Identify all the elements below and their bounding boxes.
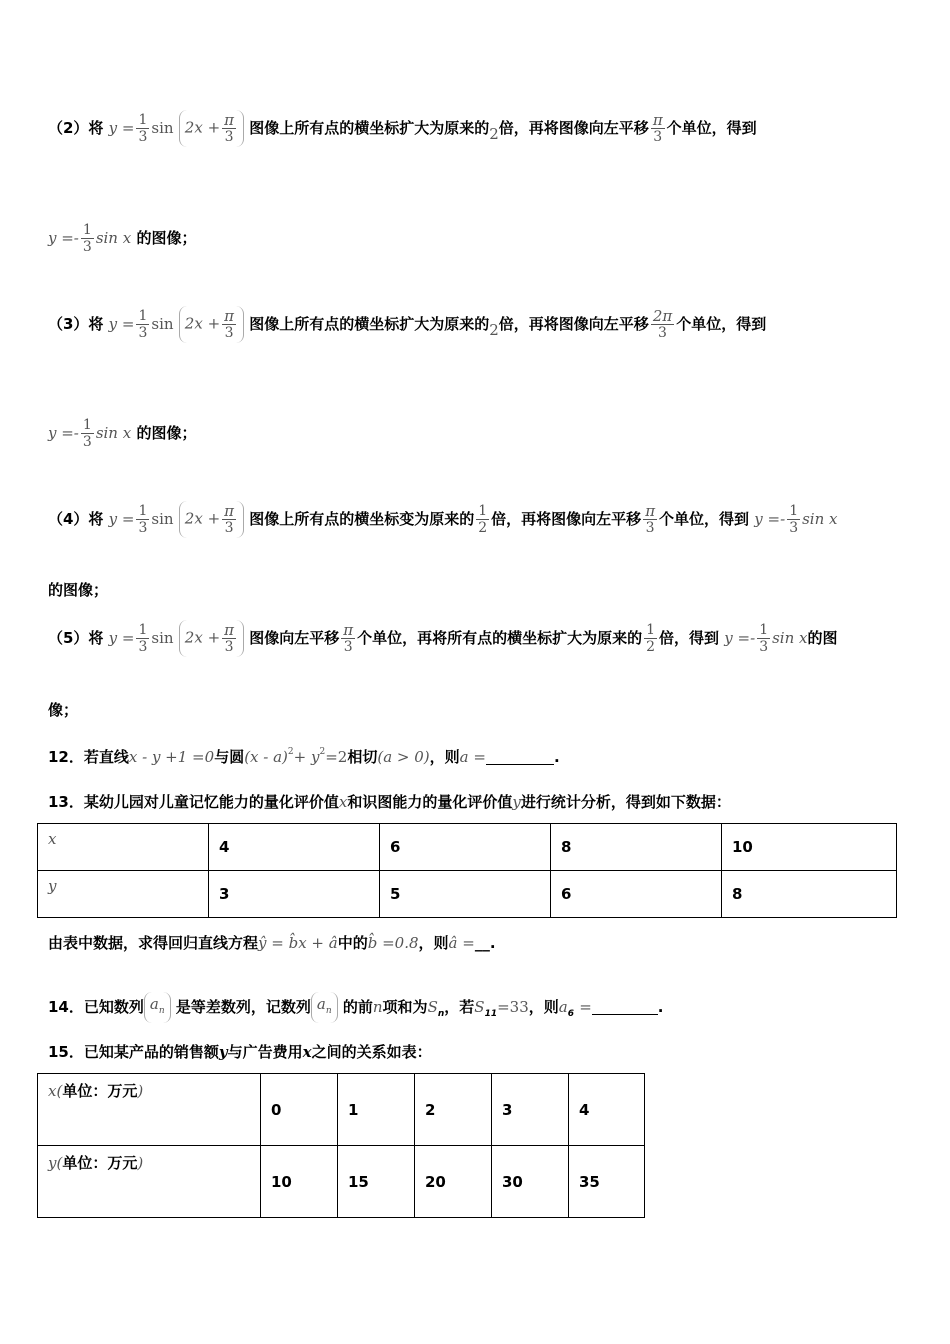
item-3-label: （3）将 xyxy=(48,315,104,333)
item-3-result: y =- $\frac{1}{3}$ sin x 的图像； xyxy=(48,417,197,450)
question-13: 13．某幼儿园对儿童记忆能力的量化评价值x和识图能力的量化评价值y进行统计分析，得到如下数据： xyxy=(48,793,731,811)
formula-y-eq: y = xyxy=(108,119,135,137)
item-2-text-a: 图像上所有点的横坐标扩大为原来的 xyxy=(249,119,490,137)
table-cell: 4 xyxy=(209,824,380,871)
q13-table xyxy=(37,823,897,918)
half-fraction: $\frac{1}{2}$ xyxy=(478,503,488,536)
table-cell: 5 xyxy=(380,871,551,918)
item-2-line xyxy=(48,110,757,147)
one-third-fraction: $\frac{1}{3}$ xyxy=(138,112,148,145)
table-cell: x(单位：万元) xyxy=(38,1074,261,1146)
table-cell: 4 xyxy=(569,1074,645,1146)
table-row xyxy=(38,871,897,918)
item-2-text-b: 倍，再将图像向左平移 xyxy=(498,119,649,137)
table-cell: 10 xyxy=(722,824,897,871)
item-4-text-c: 个单位，得到 xyxy=(659,510,750,528)
shift-fraction: $\frac{2\pi}{3}$ xyxy=(652,307,673,341)
item-3-text-b: 倍，再将图像向左平移 xyxy=(498,315,649,333)
item-3-num: 2 xyxy=(489,321,499,339)
table-cell: y(单位：万元) xyxy=(38,1146,261,1218)
item-3-line: （3）将 y = $\frac{1}{3}$ sin 2x + $\frac{\pi}{3}$ 图像上所有点的横坐标扩大为原来的2倍，再将图像向左平移 $\frac{2\pi}{3}$ 个单位，得到 xyxy=(48,307,767,341)
question-13-followup: 由表中数据，求得回归直线方程ŷ = b̂x + â中的b̂ =0.8，则â =__. xyxy=(48,934,496,952)
item-5-line: （5）将 y = $\frac{1}{3}$ sin 2x + $\frac{\pi}{3}$ 图像向左平移 $\frac{\pi}{3}$ 个单位，再将所有点的横坐标扩大为原来的 $\frac{1}{2}$ 倍，得到 y =- $\frac{1}{3}$ sin x的图 xyxy=(48,621,838,655)
item-2-num: 2 xyxy=(489,125,499,143)
item-5-text-a: 图像向左平移 xyxy=(249,629,340,647)
half-fraction: $\frac{1}{2}$ xyxy=(646,622,656,655)
item-5-text-d: 的图 xyxy=(807,629,838,647)
answer-blank[interactable] xyxy=(592,1014,658,1015)
question-15: 15．已知某产品的销售额y与广告费用x之间的关系如表： xyxy=(48,1043,432,1061)
neg-formula: y =- xyxy=(48,229,79,247)
item-4-text-b: 倍，再将图像向左平移 xyxy=(491,510,642,528)
table-cell: 6 xyxy=(551,871,722,918)
table-cell: 30 xyxy=(492,1146,569,1218)
sin-argument: 2x + $\frac{\pi}{3}$ xyxy=(179,501,244,538)
question-14: 14．已知数列 $a_n$ 是等差数列，记数列 $a_n$ 的前n项和为$S_n$，若$S_{11}=33$，则$a_6$ = . xyxy=(48,992,664,1024)
sin-argument: 2x + $\frac{\pi}{3}$ xyxy=(179,306,244,343)
table-cell: 0 xyxy=(261,1074,338,1146)
sin-argument: 2x + $\frac{\pi}{3}$ xyxy=(179,110,244,147)
table-cell: x xyxy=(38,824,209,871)
item-3-result-text: 的图像； xyxy=(136,424,197,442)
table-cell: 1 xyxy=(338,1074,415,1146)
item-5-label: （5）将 xyxy=(48,629,104,647)
table-cell: 2 xyxy=(415,1074,492,1146)
table-cell: 10 xyxy=(261,1146,338,1218)
table-cell: 35 xyxy=(569,1146,645,1218)
table-cell: 20 xyxy=(415,1146,492,1218)
shift-fraction: $\frac{\pi}{3}$ xyxy=(652,111,663,145)
q15-table xyxy=(37,1073,645,1218)
shift-fraction: $\frac{\pi}{3}$ xyxy=(343,621,354,655)
shift-fraction: $\frac{\pi}{3}$ xyxy=(645,502,656,536)
sin-text: sin xyxy=(151,119,174,137)
sinx-text: sin x xyxy=(95,229,132,247)
table-cell: 8 xyxy=(551,824,722,871)
table-row xyxy=(38,1074,645,1146)
sin-argument: 2x + $\frac{\pi}{3}$ xyxy=(179,620,244,657)
answer-blank[interactable] xyxy=(486,764,554,765)
table-cell: y xyxy=(38,871,209,918)
item-5-text-b: 个单位，再将所有点的横坐标扩大为原来的 xyxy=(357,629,643,647)
table-row xyxy=(38,824,897,871)
item-2-label: （2）将 xyxy=(48,119,104,137)
item-5-text-c: 倍，得到 xyxy=(659,629,720,647)
table-cell: 15 xyxy=(338,1146,415,1218)
table-cell: 3 xyxy=(492,1074,569,1146)
question-12: 12．若直线x - y +1 =0与圆$(x - a)^2+ y^2=2$相切(a > 0)，则a = . xyxy=(48,747,560,766)
item-4-label: （4）将 xyxy=(48,510,104,528)
item-4-text-a: 图像上所有点的横坐标变为原来的 xyxy=(249,510,475,528)
item-3-text-a: 图像上所有点的横坐标扩大为原来的 xyxy=(249,315,490,333)
table-cell: 3 xyxy=(209,871,380,918)
item-2-result: y =- $\frac{1}{3}$ sin x 的图像； xyxy=(48,222,197,255)
item-3-text-c: 个单位，得到 xyxy=(676,315,767,333)
table-cell: 8 xyxy=(722,871,897,918)
item-4-tail: 的图像； xyxy=(48,581,109,599)
item-5-tail: 像； xyxy=(48,701,79,719)
item-2-result-text: 的图像； xyxy=(136,229,197,247)
table-cell: 6 xyxy=(380,824,551,871)
item-4-line: （4）将 y = $\frac{1}{3}$ sin 2x + $\frac{\pi}{3}$ 图像上所有点的横坐标变为原来的 $\frac{1}{2}$ 倍，再将图像向左平移 $\frac{\pi}{3}$ 个单位，得到 y =- $\frac{1}{3}$ sin x xyxy=(48,502,838,536)
table-row xyxy=(38,1146,645,1218)
item-2-text-c: 个单位，得到 xyxy=(666,119,757,137)
